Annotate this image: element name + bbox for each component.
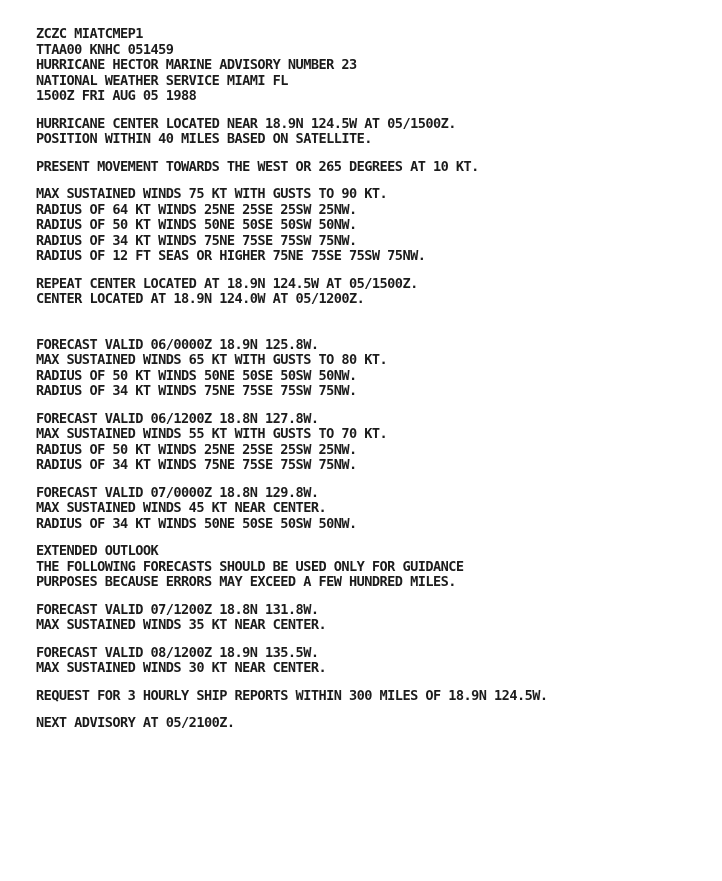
text-line: PRESENT MOVEMENT TOWARDS THE WEST OR 265 DEGREES AT 10 KT.	[36, 158, 479, 175]
text-line: CENTER LOCATED AT 18.9N 124.0W AT 05/1200Z.	[36, 291, 365, 307]
text-line: MAX SUSTAINED WINDS 75 KT WITH GUSTS TO 90 KT.	[36, 186, 388, 202]
text-line: RADIUS OF 50 KT WINDS 50NE 50SE 50SW 50NW.	[36, 367, 357, 384]
text-line: THE FOLLOWING FORECASTS SHOULD BE USED ONLY FOR GUIDANCE	[36, 558, 464, 575]
marine-advisory-text	[36, 27, 716, 744]
text-line: RADIUS OF 64 KT WINDS 25NE 25SE 25SW 25NW.	[36, 201, 357, 218]
text-line: RADIUS OF 50 KT WINDS 50NE 50SE 50SW 50NW.	[36, 217, 357, 233]
forecast-section	[36, 646, 716, 677]
text-line: RADIUS OF 34 KT WINDS 50NE 50SE 50SW 50NW.	[36, 515, 357, 532]
text-line: MAX SUSTAINED WINDS 65 KT WITH GUSTS TO 80 KT.	[36, 352, 388, 368]
header-line: NATIONAL WEATHER SERVICE MIAMI FL	[36, 72, 288, 89]
text-line: REQUEST FOR 3 HOURLY SHIP REPORTS WITHIN 300 MILES OF 18.9N 124.5W.	[36, 687, 548, 704]
header-line: HURRICANE HECTOR MARINE ADVISORY NUMBER 23	[36, 57, 357, 73]
forecast-section	[36, 603, 716, 634]
header-line: TTAA00 KNHC 051459	[36, 41, 174, 58]
text-line: PURPOSES BECAUSE ERRORS MAY EXCEED A FEW HUNDRED MILES.	[36, 574, 456, 590]
text-line: RADIUS OF 34 KT WINDS 75NE 75SE 75SW 75NW.	[36, 457, 357, 473]
text-line: EXTENDED OUTLOOK	[36, 543, 159, 559]
text-line: NEXT ADVISORY AT 05/2100Z.	[36, 715, 235, 731]
movement-section	[36, 160, 716, 176]
advisory-header	[36, 27, 716, 105]
header-line: ZCZC MIATCMEP1	[36, 26, 143, 42]
text-line: FORECAST VALID 07/1200Z 18.8N 131.8W.	[36, 601, 319, 618]
repeat-center-section	[36, 277, 716, 308]
text-line: MAX SUSTAINED WINDS 35 KT NEAR CENTER.	[36, 617, 327, 633]
text-line: HURRICANE CENTER LOCATED NEAR 18.9N 124.5W AT 05/1500Z.	[36, 115, 456, 132]
text-line: MAX SUSTAINED WINDS 30 KT NEAR CENTER.	[36, 660, 327, 676]
text-line: MAX SUSTAINED WINDS 45 KT NEAR CENTER.	[36, 500, 327, 516]
text-line: FORECAST VALID 06/1200Z 18.8N 127.8W.	[36, 410, 319, 427]
text-line: FORECAST VALID 06/0000Z 18.9N 125.8W.	[36, 336, 319, 353]
text-line: MAX SUSTAINED WINDS 55 KT WITH GUSTS TO 70 KT.	[36, 426, 388, 442]
forecast-section	[36, 412, 716, 474]
forecast-section	[36, 486, 716, 533]
text-line: FORECAST VALID 08/1200Z 18.9N 135.5W.	[36, 644, 319, 661]
text-line: RADIUS OF 50 KT WINDS 25NE 25SE 25SW 25NW.	[36, 441, 357, 458]
header-line: 1500Z FRI AUG 05 1988	[36, 88, 197, 104]
text-line: FORECAST VALID 07/0000Z 18.8N 129.8W.	[36, 484, 319, 501]
text-line: REPEAT CENTER LOCATED AT 18.9N 124.5W AT 05/1500Z.	[36, 275, 418, 292]
winds-section	[36, 187, 716, 265]
text-line: RADIUS OF 12 FT SEAS OR HIGHER 75NE 75SE 75SW 75NW.	[36, 248, 426, 264]
center-location-section	[36, 117, 716, 148]
forecast-section	[36, 338, 716, 400]
next-advisory-section	[36, 716, 716, 732]
text-line: RADIUS OF 34 KT WINDS 75NE 75SE 75SW 75NW.	[36, 232, 357, 249]
text-line: RADIUS OF 34 KT WINDS 75NE 75SE 75SW 75NW.	[36, 383, 357, 399]
extended-outlook-section	[36, 544, 716, 591]
ship-report-request-section	[36, 689, 716, 705]
text-line: POSITION WITHIN 40 MILES BASED ON SATELLITE.	[36, 131, 372, 147]
